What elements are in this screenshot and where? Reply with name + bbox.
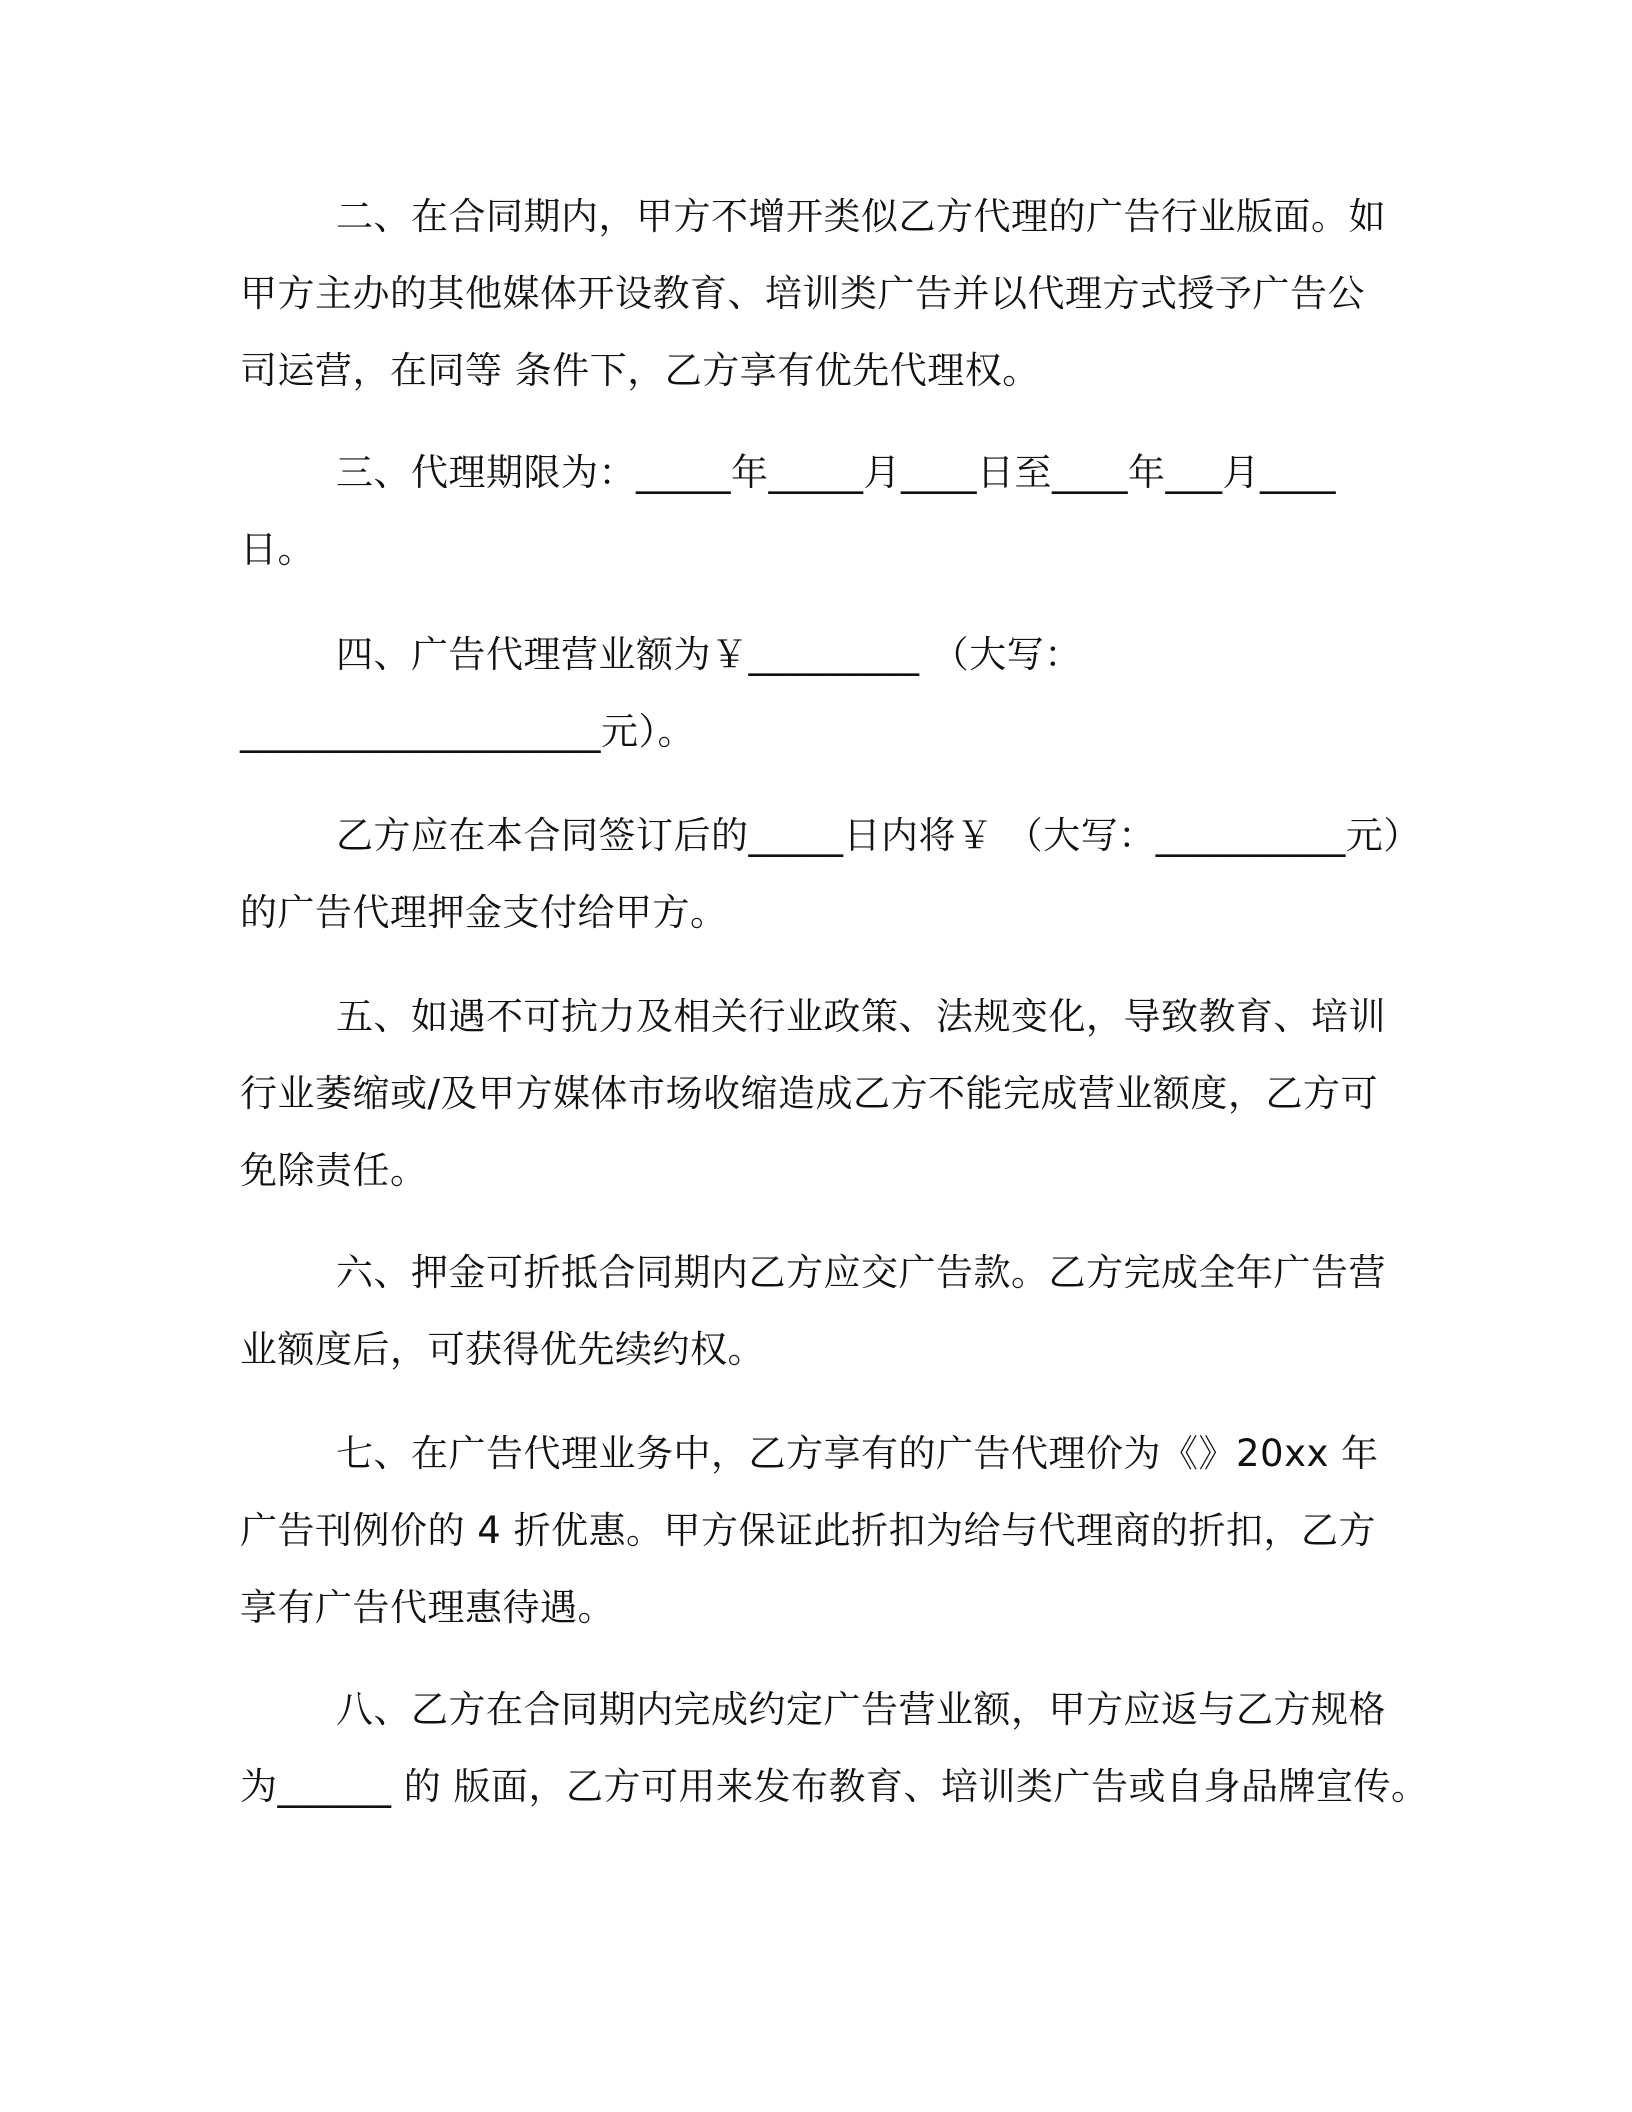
clause-5-line-2: 行业萎缩或/及甲方媒体市场收缩造成乙方不能完成营业额度，乙方可 [240, 1072, 1378, 1115]
clause-8-line-1: 八、乙方在合同期内完成约定广告营业额，甲方应返与乙方规格 [336, 1688, 1386, 1731]
clause-6-line-2: 业额度后，可获得优先续约权。 [240, 1328, 765, 1371]
clause-3-line-2: 日。 [240, 528, 315, 571]
clause-3-line-1: 三、代理期限为：_____年_____月____日至____年___月____ [336, 451, 1336, 494]
clause-6-line-1: 六、押金可折抵合同期内乙方应交广告款。乙方完成全年广告营 [336, 1251, 1386, 1294]
clause-2-line-3: 司运营，在同等 条件下，乙方享有优先代理权。 [240, 349, 1040, 392]
clause-5-line-1: 五、如遇不可抗力及相关行业政策、法规变化，导致教育、培训 [336, 995, 1386, 1038]
clause-5 [240, 978, 1420, 1209]
clause-4-deposit-line-2: 的广告代理押金支付给甲方。 [240, 891, 728, 934]
clause-4-deposit [240, 797, 1420, 951]
clause-5-line-3: 免除责任。 [240, 1149, 428, 1192]
clause-7-line-2: 广告刊例价的 4 折优惠。甲方保证此折扣为给与代理商的折扣，乙方 [240, 1509, 1377, 1552]
clause-4-line-2: ___________________元）。 [240, 710, 695, 753]
clause-7-line-3: 享有广告代理惠待遇。 [240, 1586, 615, 1629]
clause-4-deposit-line-1: 乙方应在本合同签订后的_____日内将￥ （大写：__________元） [336, 814, 1421, 857]
clause-3 [240, 434, 1420, 588]
clause-7 [240, 1415, 1420, 1646]
clause-4-line-1: 四、广告代理营业额为￥_________ （大写： [336, 633, 1082, 676]
clause-6 [240, 1234, 1420, 1388]
clause-2-line-1: 二、在合同期内，甲方不增开类似乙方代理的广告行业版面。如 [336, 195, 1386, 238]
clause-2-line-2: 甲方主办的其他媒体开设教育、培训类广告并以代理方式授予广告公 [240, 272, 1365, 315]
clause-8 [240, 1671, 1429, 1825]
clause-4 [240, 616, 1420, 770]
clause-8-line-2: 为______ 的 版面，乙方可用来发布教育、培训类广告或自身品牌宣传。 [240, 1765, 1429, 1808]
clause-2 [240, 178, 1420, 409]
clause-7-line-1: 七、在广告代理业务中，乙方享有的广告代理价为《》20xx 年 [336, 1432, 1379, 1475]
